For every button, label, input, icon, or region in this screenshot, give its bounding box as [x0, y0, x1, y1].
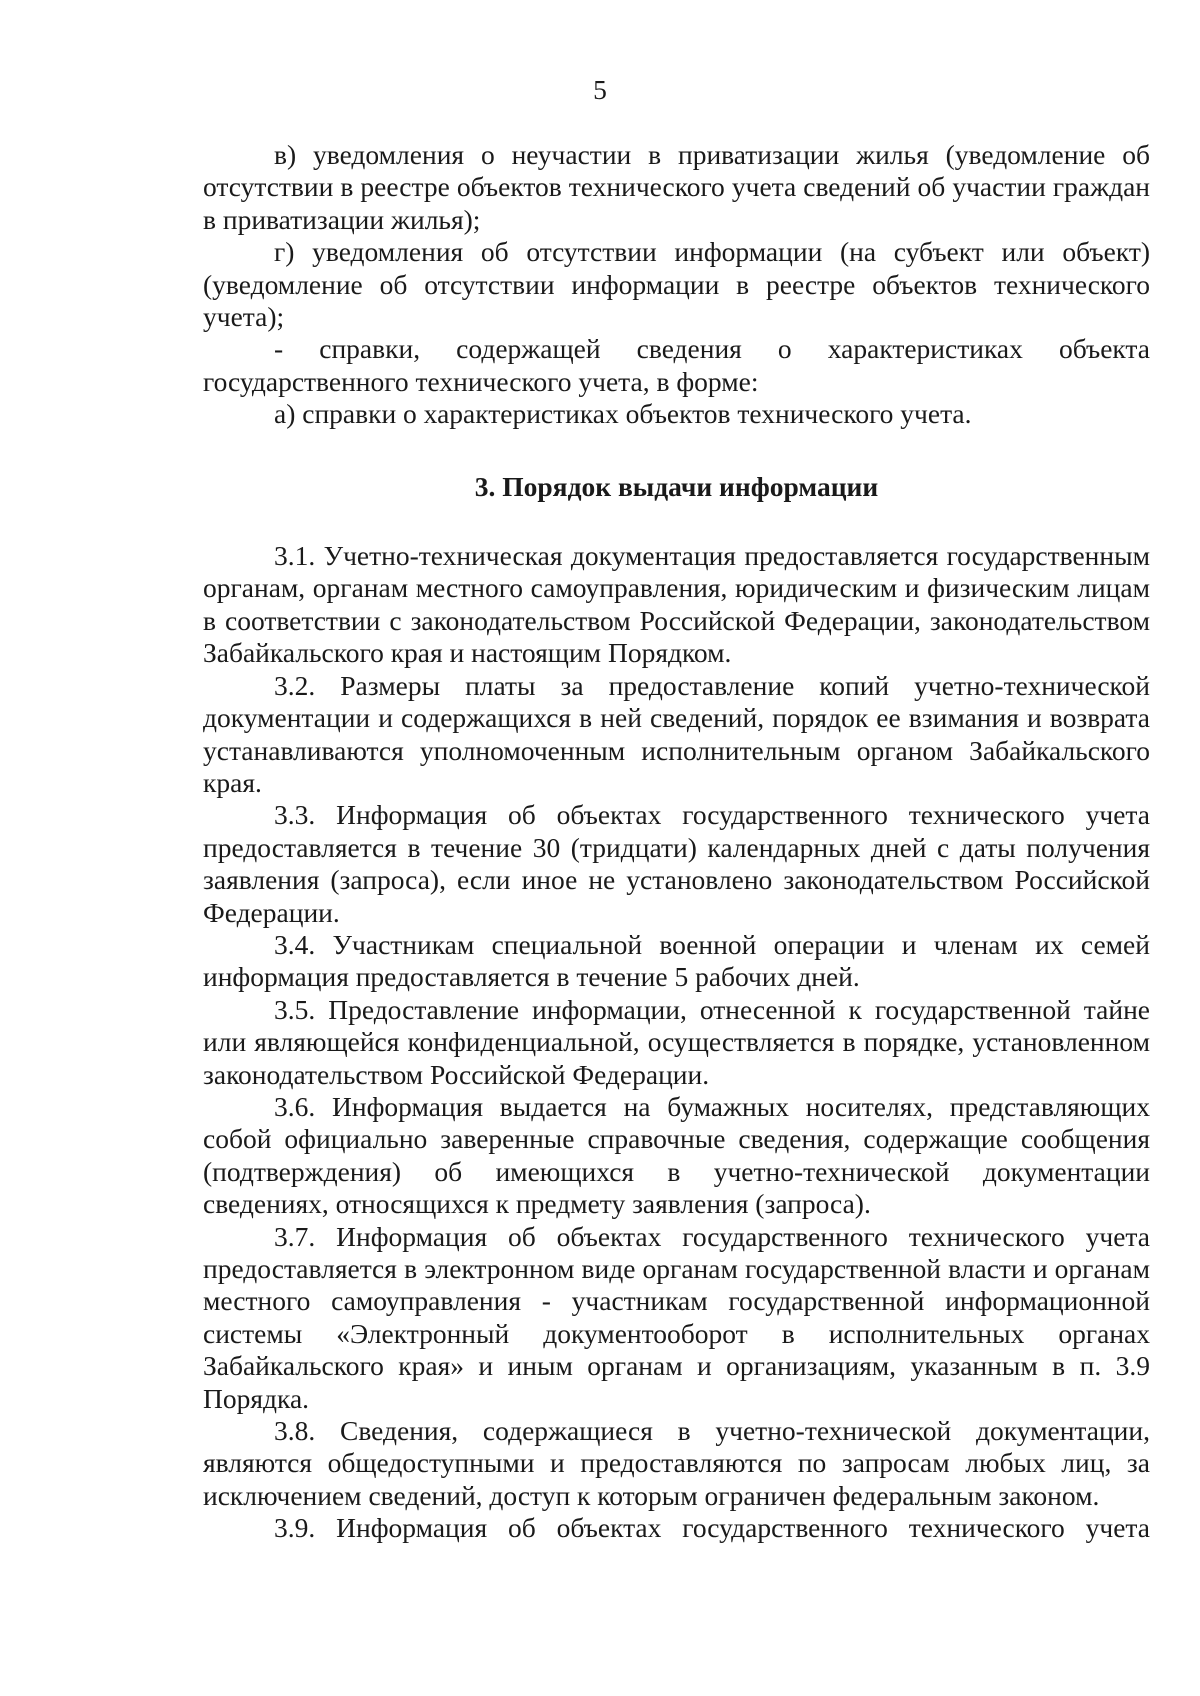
document-body	[203, 139, 1150, 1545]
paragraph-3-1: 3.1. Учетно-техническая документация предоставляется государственным органам, органам местного самоуправления, юридическим и физическим лицам в соответствии с законодательством Российской Федерации, законодательством Забайкальского края и настоящим Порядком.	[203, 540, 1150, 669]
paragraph-3-8: 3.8. Сведения, содержащиеся в учетно-технической документации, являются общедоступными и предоставляются по запросам любых лиц, за исключением сведений, доступ к которым ограничен федеральным законом.	[203, 1415, 1150, 1511]
paragraph-certificate-form-a: а) справки о характеристиках объектов технического учета.	[274, 398, 972, 430]
paragraph-3-9: 3.9. Информация об объектах государственного технического учета	[274, 1512, 1150, 1544]
paragraph-3-2: 3.2. Размеры платы за предоставление копий учетно-технической документации и содержащихся в ней сведений, порядок ее взимания и возврата устанавливаются уполномоченным исполнительным органом Забайкальского края.	[203, 669, 1150, 798]
paragraph-notice-non-participation: в) уведомления о неучастии в приватизации жилья (уведомление об отсутствии в реестре объектов технического учета сведений об участии граждан в приватизации жилья);	[203, 139, 1150, 235]
section-heading: 3. Порядок выдачи информации	[474, 470, 879, 502]
page-number: 5	[593, 74, 607, 105]
paragraph-notice-no-information: г) уведомления об отсутствии информации (на субъект или объект) (уведомление об отсутствии информации в реестре объектов технического учета);	[203, 236, 1150, 333]
paragraph-3-3: 3.3. Информация об объектах государственного технического учета предоставляется в течение 30 (тридцати) календарных дней с даты получения заявления (запроса), если иное не установлено законодательством Российской Федерации.	[203, 799, 1150, 928]
paragraph-3-7: 3.7. Информация об объектах государственного технического учета предоставляется в электронном виде органам государственной власти и органам местного самоуправления - участникам государственной информационной системы «Электронный документооборот в исполнительных органах Забайкальского края» и иным органам и организациям, указанным в п. 3.9 Порядка.	[203, 1220, 1150, 1414]
paragraph-certificate-characteristics: - справки, содержащей сведения о характеристиках объекта государственного технического учета, в форме:	[203, 333, 1150, 397]
paragraph-3-4: 3.4. Участникам специальной военной операции и членам их семей информация предоставляется в течение 5 рабочих дней.	[203, 928, 1150, 993]
paragraph-3-5: 3.5. Предоставление информации, отнесенной к государственной тайне или являющейся конфиденциальной, осуществляется в порядке, установленном законодательством Российской Федерации.	[203, 993, 1150, 1090]
paragraph-3-6: 3.6. Информация выдается на бумажных носителях, представляющих собой официально заверенные справочные сведения, содержащие сообщения (подтверждения) об имеющихся в учетно-технической документации сведениях, относящихся к предмету заявления (запроса).	[203, 1090, 1150, 1220]
